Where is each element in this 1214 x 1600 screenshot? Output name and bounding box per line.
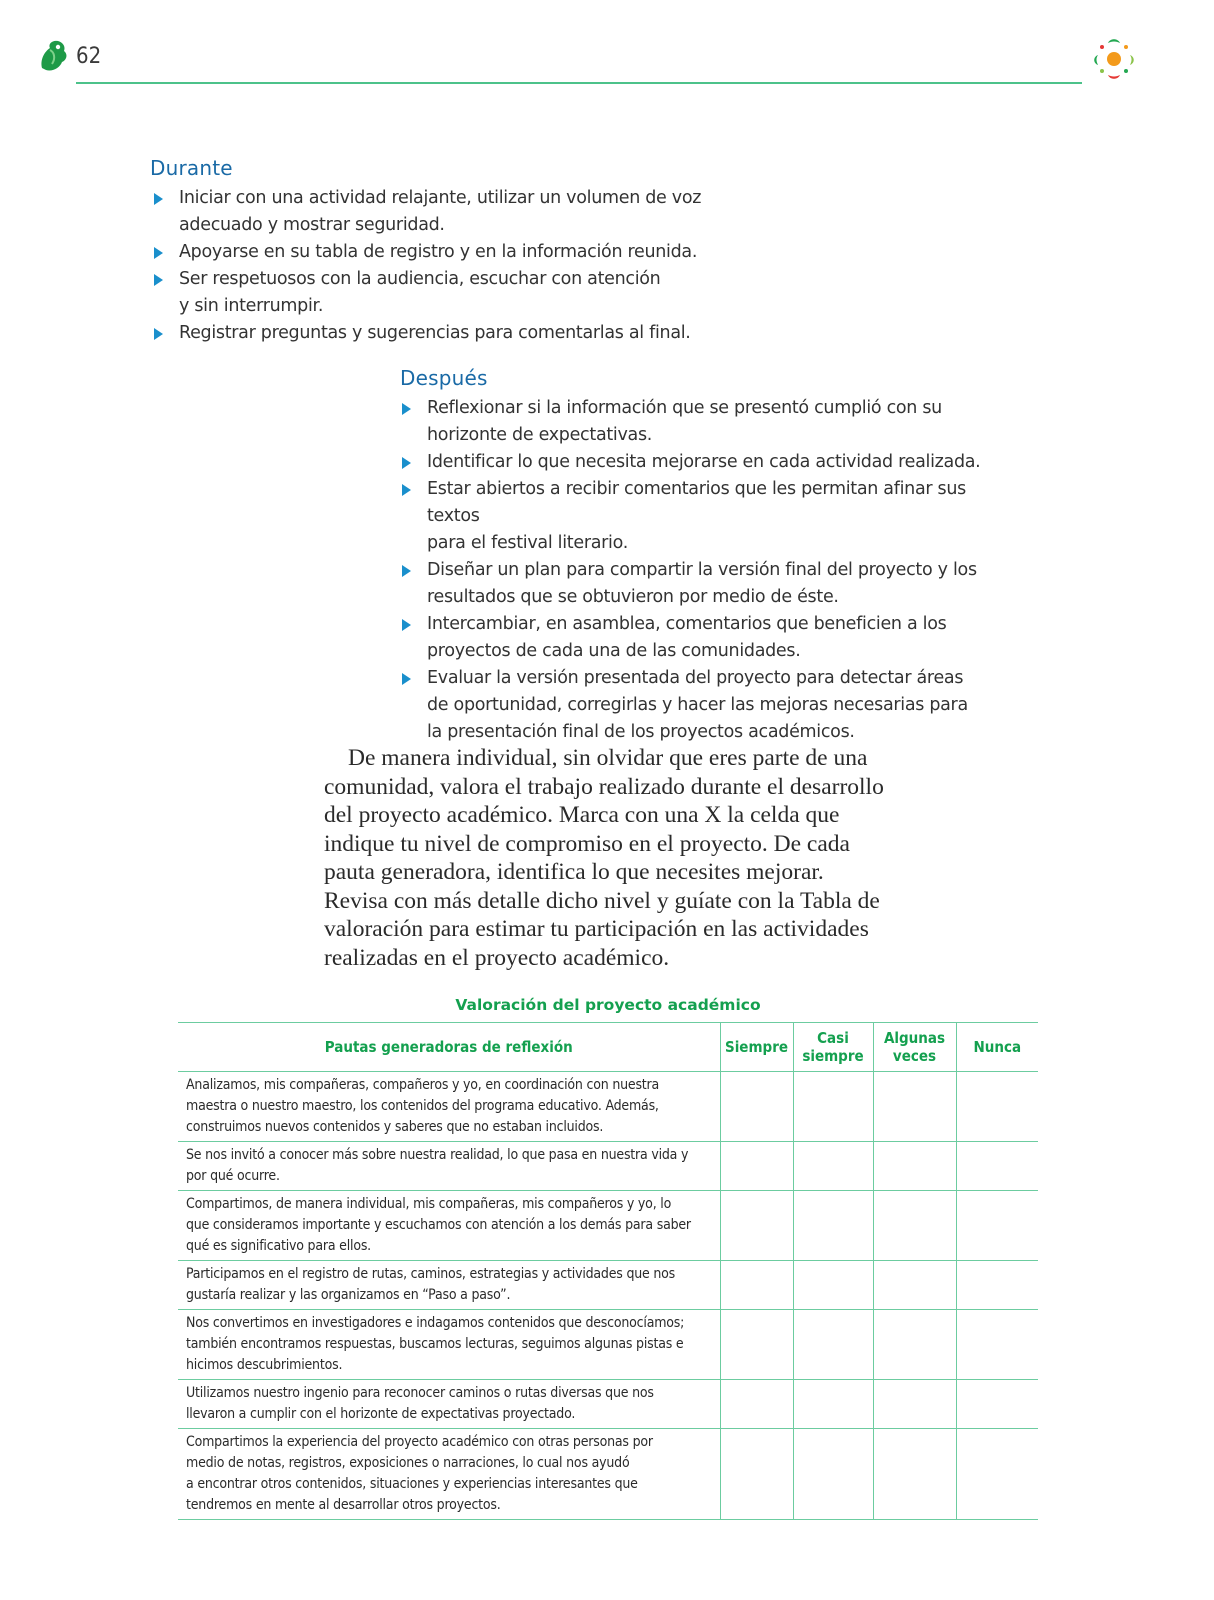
instructions-paragraph <box>324 744 904 972</box>
text-line: valoración para estimar tu participación en las actividades <box>324 916 869 942</box>
text-line: comunidad, valora el trabajo realizado durante el desarrollo <box>324 773 884 800</box>
header-rule <box>76 82 1082 84</box>
despues-title: Después <box>400 366 488 390</box>
rating-checkbox-cell[interactable] <box>873 1310 956 1380</box>
text-line: Intercambiar, en asamblea, comentarios que beneficien a los <box>427 614 947 634</box>
text-line: por qué ocurre. <box>186 1168 280 1184</box>
text-line: Ser respetuosos con la audiencia, escuchar con atención <box>179 269 661 289</box>
triangle-bullet-icon <box>402 484 411 496</box>
text-line: Utilizamos nuestro ingenio para reconocer caminos o rutas diversas que nos <box>186 1385 654 1401</box>
durante-list-item <box>151 185 711 239</box>
durante-list-item <box>151 239 711 266</box>
rating-checkbox-cell[interactable] <box>720 1072 793 1142</box>
text-line: a encontrar otros contenidos, situaciones y experiencias interesantes que <box>186 1476 638 1492</box>
rating-checkbox-cell[interactable] <box>793 1310 873 1380</box>
table-row <box>178 1072 1038 1142</box>
text-line: De manera individual, sin olvidar que eres parte de una <box>348 745 868 771</box>
rating-checkbox-cell[interactable] <box>793 1261 873 1310</box>
text-line: de oportunidad, corregirlas y hacer las mejoras necesarias para <box>427 695 968 715</box>
rating-checkbox-cell[interactable] <box>873 1429 956 1520</box>
rating-checkbox-cell[interactable] <box>956 1380 1038 1429</box>
criteria-cell <box>178 1072 720 1142</box>
rating-checkbox-cell[interactable] <box>720 1310 793 1380</box>
rating-checkbox-cell[interactable] <box>956 1072 1038 1142</box>
rating-checkbox-cell[interactable] <box>873 1142 956 1191</box>
text-line: llevaron a cumplir con el horizonte de expectativas proyectado. <box>186 1406 576 1422</box>
table-row <box>178 1429 1038 1520</box>
rating-checkbox-cell[interactable] <box>956 1142 1038 1191</box>
rating-checkbox-cell[interactable] <box>956 1261 1038 1310</box>
triangle-bullet-icon <box>402 619 411 631</box>
criteria-cell <box>178 1310 720 1380</box>
colorful-flower-logo-icon <box>1088 33 1140 85</box>
text-line: hicimos descubrimientos. <box>186 1357 343 1373</box>
durante-list <box>151 185 711 347</box>
text-line: Evaluar la versión presentada del proyecto para detectar áreas <box>427 668 964 688</box>
green-leaf-figure-icon <box>36 38 70 74</box>
text-line: Estar abiertos a recibir comentarios que les permitan afinar sus textos <box>427 479 966 526</box>
table-row <box>178 1142 1038 1191</box>
header-text-line: Nunca <box>973 1038 1022 1056</box>
rating-checkbox-cell[interactable] <box>720 1142 793 1191</box>
criteria-cell <box>178 1191 720 1261</box>
text-line: Iniciar con una actividad relajante, utilizar un volumen de voz <box>179 188 702 208</box>
rating-checkbox-cell[interactable] <box>956 1191 1038 1261</box>
text-line: y sin interrumpir. <box>179 296 324 316</box>
rating-checkbox-cell[interactable] <box>956 1429 1038 1520</box>
text-line: Compartimos la experiencia del proyecto académico con otras personas por <box>186 1434 653 1450</box>
rating-checkbox-cell[interactable] <box>720 1261 793 1310</box>
triangle-bullet-icon <box>402 565 411 577</box>
rubric-table <box>178 1022 1038 1520</box>
header-text-line: Pautas generadoras de reflexión <box>324 1038 573 1056</box>
durante-title: Durante <box>150 156 233 180</box>
text-line: qué es significativo para ellos. <box>186 1238 371 1254</box>
table-header-row <box>178 1023 1038 1072</box>
text-line: proyectos de cada una de las comunidades. <box>427 641 801 661</box>
despues-list-item <box>399 449 999 476</box>
text-line: Compartimos, de manera individual, mis compañeras, mis compañeros y yo, lo <box>186 1196 672 1212</box>
header-text-line: veces <box>892 1047 937 1065</box>
rating-checkbox-cell[interactable] <box>873 1072 956 1142</box>
triangle-bullet-icon <box>402 673 411 685</box>
page-number: 62 <box>76 44 102 69</box>
rating-checkbox-cell[interactable] <box>793 1072 873 1142</box>
criteria-cell <box>178 1261 720 1310</box>
column-header-rating <box>720 1023 793 1072</box>
table-caption: Valoración del proyecto académico <box>455 996 761 1014</box>
text-line: gustaría realizar y las organizamos en “Paso a paso”. <box>186 1287 511 1303</box>
text-line: Nos convertimos en investigadores e indagamos contenidos que desconocíamos; <box>186 1315 685 1331</box>
despues-list-item <box>399 557 999 611</box>
text-line: horizonte de expectativas. <box>427 425 653 445</box>
despues-list-item <box>399 395 999 449</box>
rating-checkbox-cell[interactable] <box>720 1191 793 1261</box>
text-line: resultados que se obtuvieron por medio de éste. <box>427 587 839 607</box>
column-header-rating <box>793 1023 873 1072</box>
text-line: Revisa con más detalle dicho nivel y guíate con la Tabla de <box>324 887 880 914</box>
text-line: Diseñar un plan para compartir la versión final del proyecto y los <box>427 560 977 580</box>
text-line: construimos nuevos contenidos y saberes que no estaban incluidos. <box>186 1119 604 1135</box>
text-line: pauta generadora, identifica lo que necesites mejorar. <box>324 859 824 885</box>
text-line: Se nos invitó a conocer más sobre nuestra realidad, lo que pasa en nuestra vida y <box>186 1147 689 1163</box>
rating-checkbox-cell[interactable] <box>793 1191 873 1261</box>
rating-checkbox-cell[interactable] <box>793 1380 873 1429</box>
triangle-bullet-icon <box>154 274 163 286</box>
text-line: que consideramos importante y escuchamos con atención a los demás para saber <box>186 1217 691 1233</box>
text-line: realizadas en el proyecto académico. <box>324 944 670 971</box>
text-line: Participamos en el registro de rutas, caminos, estrategias y actividades que nos <box>186 1266 676 1282</box>
table-row <box>178 1380 1038 1429</box>
criteria-cell <box>178 1380 720 1429</box>
despues-list-item <box>399 611 999 665</box>
rating-checkbox-cell[interactable] <box>720 1429 793 1520</box>
text-line: Registrar preguntas y sugerencias para comentarlas al final. <box>179 323 691 343</box>
rating-checkbox-cell[interactable] <box>873 1191 956 1261</box>
text-line: del proyecto académico. Marca con una X la celda que <box>324 802 840 828</box>
triangle-bullet-icon <box>154 193 163 205</box>
text-line: también encontramos respuestas, buscamos lecturas, seguimos algunas pistas e <box>186 1336 684 1352</box>
text-line: Identificar lo que necesita mejorarse en cada actividad realizada. <box>427 452 981 472</box>
column-header-criteria <box>178 1023 720 1072</box>
table-row <box>178 1191 1038 1261</box>
despues-list <box>399 395 999 746</box>
triangle-bullet-icon <box>154 328 163 340</box>
rating-checkbox-cell[interactable] <box>793 1429 873 1520</box>
table-row <box>178 1261 1038 1310</box>
text-line: tendremos en mente al desarrollar otros proyectos. <box>186 1497 501 1513</box>
header-text-line: Casi <box>817 1029 849 1047</box>
rating-checkbox-cell[interactable] <box>873 1380 956 1429</box>
table-row <box>178 1310 1038 1380</box>
rating-checkbox-cell[interactable] <box>873 1261 956 1310</box>
column-header-rating <box>873 1023 956 1072</box>
rating-checkbox-cell[interactable] <box>793 1142 873 1191</box>
text-line: para el festival literario. <box>427 533 628 553</box>
text-line: Apoyarse en su tabla de registro y en la información reunida. <box>179 242 698 262</box>
despues-list-item <box>399 476 999 557</box>
header-text-line: Algunas <box>883 1029 946 1047</box>
rating-checkbox-cell[interactable] <box>720 1380 793 1429</box>
triangle-bullet-icon <box>402 457 411 469</box>
durante-list-item <box>151 320 711 347</box>
criteria-cell <box>178 1142 720 1191</box>
header-text-line: siempre <box>802 1047 864 1065</box>
header-text-line: Siempre <box>724 1038 789 1056</box>
triangle-bullet-icon <box>402 403 411 415</box>
text-line: Reflexionar si la información que se presentó cumplió con su <box>427 398 942 418</box>
rating-checkbox-cell[interactable] <box>956 1310 1038 1380</box>
triangle-bullet-icon <box>154 247 163 259</box>
text-line: indique tu nivel de compromiso en el proyecto. De cada <box>324 830 850 857</box>
column-header-rating <box>956 1023 1038 1072</box>
text-line: adecuado y mostrar seguridad. <box>179 215 445 235</box>
text-line: Analizamos, mis compañeras, compañeros y yo, en coordinación con nuestra <box>186 1077 660 1093</box>
text-line: maestra o nuestro maestro, los contenidos del programa educativo. Además, <box>186 1098 659 1114</box>
criteria-cell <box>178 1429 720 1520</box>
durante-list-item <box>151 266 711 320</box>
despues-list-item <box>399 665 999 746</box>
text-line: la presentación final de los proyectos académicos. <box>427 722 855 742</box>
text-line: medio de notas, registros, exposiciones o narraciones, lo cual nos ayudó <box>186 1455 630 1471</box>
